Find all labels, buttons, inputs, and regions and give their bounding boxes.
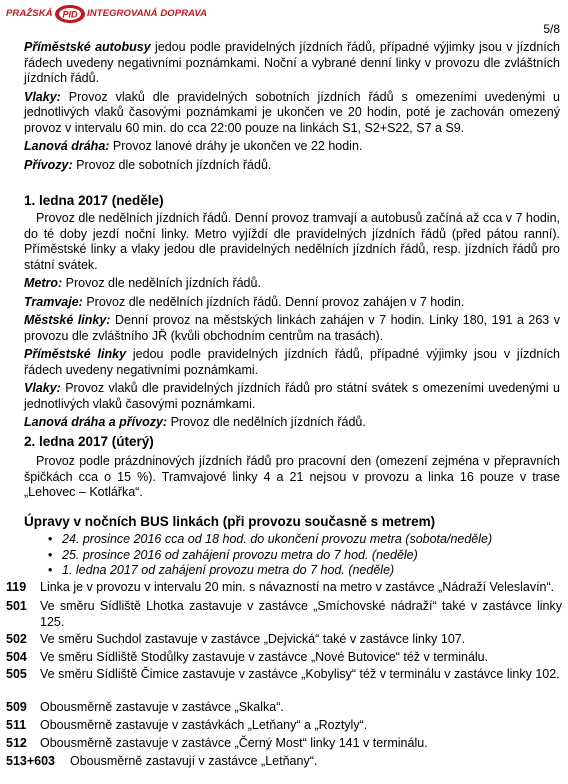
section-heading-night-bus: Úpravy v nočních BUS linkách (při provozu současně s metrem) (24, 514, 436, 529)
route-row (6, 718, 562, 734)
route-text: Obousměrně zastavuje v zastávce „Skalka“. (40, 700, 284, 714)
route-text: Ve směru Sídliště Stodůlky zastavuje v zastávce „Nové Butovice“ též v terminálu. (40, 650, 489, 664)
route-number: 509 (6, 700, 27, 714)
para-jan1-intro: Provoz dle nedělních jízdních řádů. Denní provoz tramvají a autobusů začíná až cca v 7 hodin, do té doby jezdí noční linky. Metro vyjíždí dle pravidelných jízdních řádů (před pátou ranní). Příměstské linky a vlaky jedou dle pravidelných nedělních jízdních řádů, resp. jízdních řádů pro státní svátek. (24, 211, 560, 272)
route-row (6, 650, 562, 666)
para-jan2-intro: Provoz podle prázdninových jízdních řádů pro pracovní den (omezení zejména v přepravních špičkách cca o 15 %). Tramvajové linky 4 a 21 nejsou v provozu a linka 16 pouze v trase „Lehovec – Kotlářka“. (24, 454, 560, 499)
pid-logo-icon (54, 4, 86, 24)
route-text: Obousměrně zastavují v zastávce „Letňany“. (70, 754, 318, 768)
route-row (6, 700, 562, 716)
route-text: Obousměrně zastavuje v zastávkách „Letňany“ a „Roztyly“. (40, 718, 368, 732)
list-item: • 25. prosince 2016 od zahájení provozu metra do 7 hod. (neděle) (48, 548, 492, 564)
block-dec24-items (24, 40, 560, 173)
route-row (6, 667, 562, 699)
route-number: 119 (6, 580, 27, 594)
section-jan1-body (24, 211, 560, 431)
route-row (6, 632, 562, 648)
para-trams: Tramvaje: Provoz dle nedělních jízdních řádů. Denní provoz zahájen v 7 hodin. (24, 294, 465, 309)
page-number: 5/8 (543, 22, 560, 36)
route-number: 513+603 (6, 754, 56, 768)
para-funicular-ferries: Lanová dráha a přívozy: Provoz dle nedělních jízdních řádů. (24, 415, 366, 429)
route-text: Ve směru Sídliště Čimice zastavuje v zastávce „Kobylisy“ též v terminálu v zastávce linky 102. (40, 667, 560, 681)
para-metro: Metro: Provoz dle nedělních jízdních řádů. (24, 276, 261, 290)
route-number: 501 (6, 599, 27, 613)
route-number: 504 (6, 650, 27, 664)
route-row (6, 736, 562, 752)
route-text: Ve směru Sídliště Lhotka zastavuje v zastávce „Smíchovské nádraží“ také v zastávce linky 125. (40, 599, 562, 629)
para-suburban-buses: Příměstské autobusy jedou podle pravidelných jízdních řádů, případné výjimky jsou v jízdních řádech uvedeny negativními poznámkami. Noční a vybrané denní linky v provozu dle zvláštních jízdních řádů. (24, 40, 560, 85)
para-ferries: Přívozy: Provoz dle sobotních jízdních řádů. (24, 157, 272, 172)
route-text: Ve směru Suchdol zastavuje v zastávce „Dejvická“ také v zastávce linky 107. (40, 632, 466, 646)
para-jan1-trains: Vlaky: Provoz vlaků dle pravidelných jízdních řádů pro státní svátek s omezeními uvedenými u jednotlivých vlaků časovými poznámkami. (24, 381, 560, 411)
list-item: • 24. prosince 2016 cca od 18 hod. do ukončení provozu metra (sobota/neděle) (48, 532, 492, 548)
night-bus-date-list (48, 532, 492, 579)
route-row (6, 580, 562, 596)
pid-logo (6, 4, 306, 26)
route-number: 505 (6, 667, 27, 681)
route-text: Obousměrně zastavuje v zastávce „Černý Most“ linky 141 v terminálu. (40, 736, 428, 750)
route-number: 502 (6, 632, 27, 646)
logo-right-text: INTEGROVANÁ DOPRAVA (87, 8, 208, 19)
route-row (6, 599, 562, 631)
route-row (6, 754, 562, 770)
section-heading-jan1: 1. ledna 2017 (neděle) (24, 193, 164, 208)
logo-mark-text: PID (62, 9, 78, 20)
section-heading-jan2: 2. ledna 2017 (úterý) (24, 434, 154, 449)
logo-left-text: PRAŽSKÁ (6, 8, 53, 19)
route-number: 511 (6, 718, 27, 732)
list-item: • 1. ledna 2017 od zahájení provozu metra do 7 hod. (neděle) (48, 563, 492, 579)
route-text: Linka je v provozu v intervalu 20 min. s návazností na metro v zastávce „Nádraží Veleslavín“. (40, 580, 555, 594)
para-suburban-lines: Příměstské linky jedou podle pravidelných jízdních řádů, případné výjimky jsou v jízdních řádech uvedeny negativními poznámkami. (24, 347, 560, 377)
para-funicular: Lanová dráha: Provoz lanové dráhy je ukončen ve 22 hodin. (24, 139, 363, 153)
para-city-lines: Městské linky: Denní provoz na městských linkách zahájen v 7 hodin. Linky 180, 191 a 263 v provozu dle zvláštního JŘ (kvůli obchodním centrům na trasách). (24, 313, 560, 343)
section-jan2-body (24, 454, 560, 501)
para-trains: Vlaky: Provoz vlaků dle pravidelných sobotních jízdních řádů s omezeními uvedenými u jednotlivých vlaků časovými poznámkami je ukončen ve 20 hodin, poté je zachován omezený provoz v intervalu 60 min. do cca 22:00 pouze na linkách S1, S2+S22, S7 a S9. (24, 89, 560, 135)
route-number: 512 (6, 736, 27, 750)
